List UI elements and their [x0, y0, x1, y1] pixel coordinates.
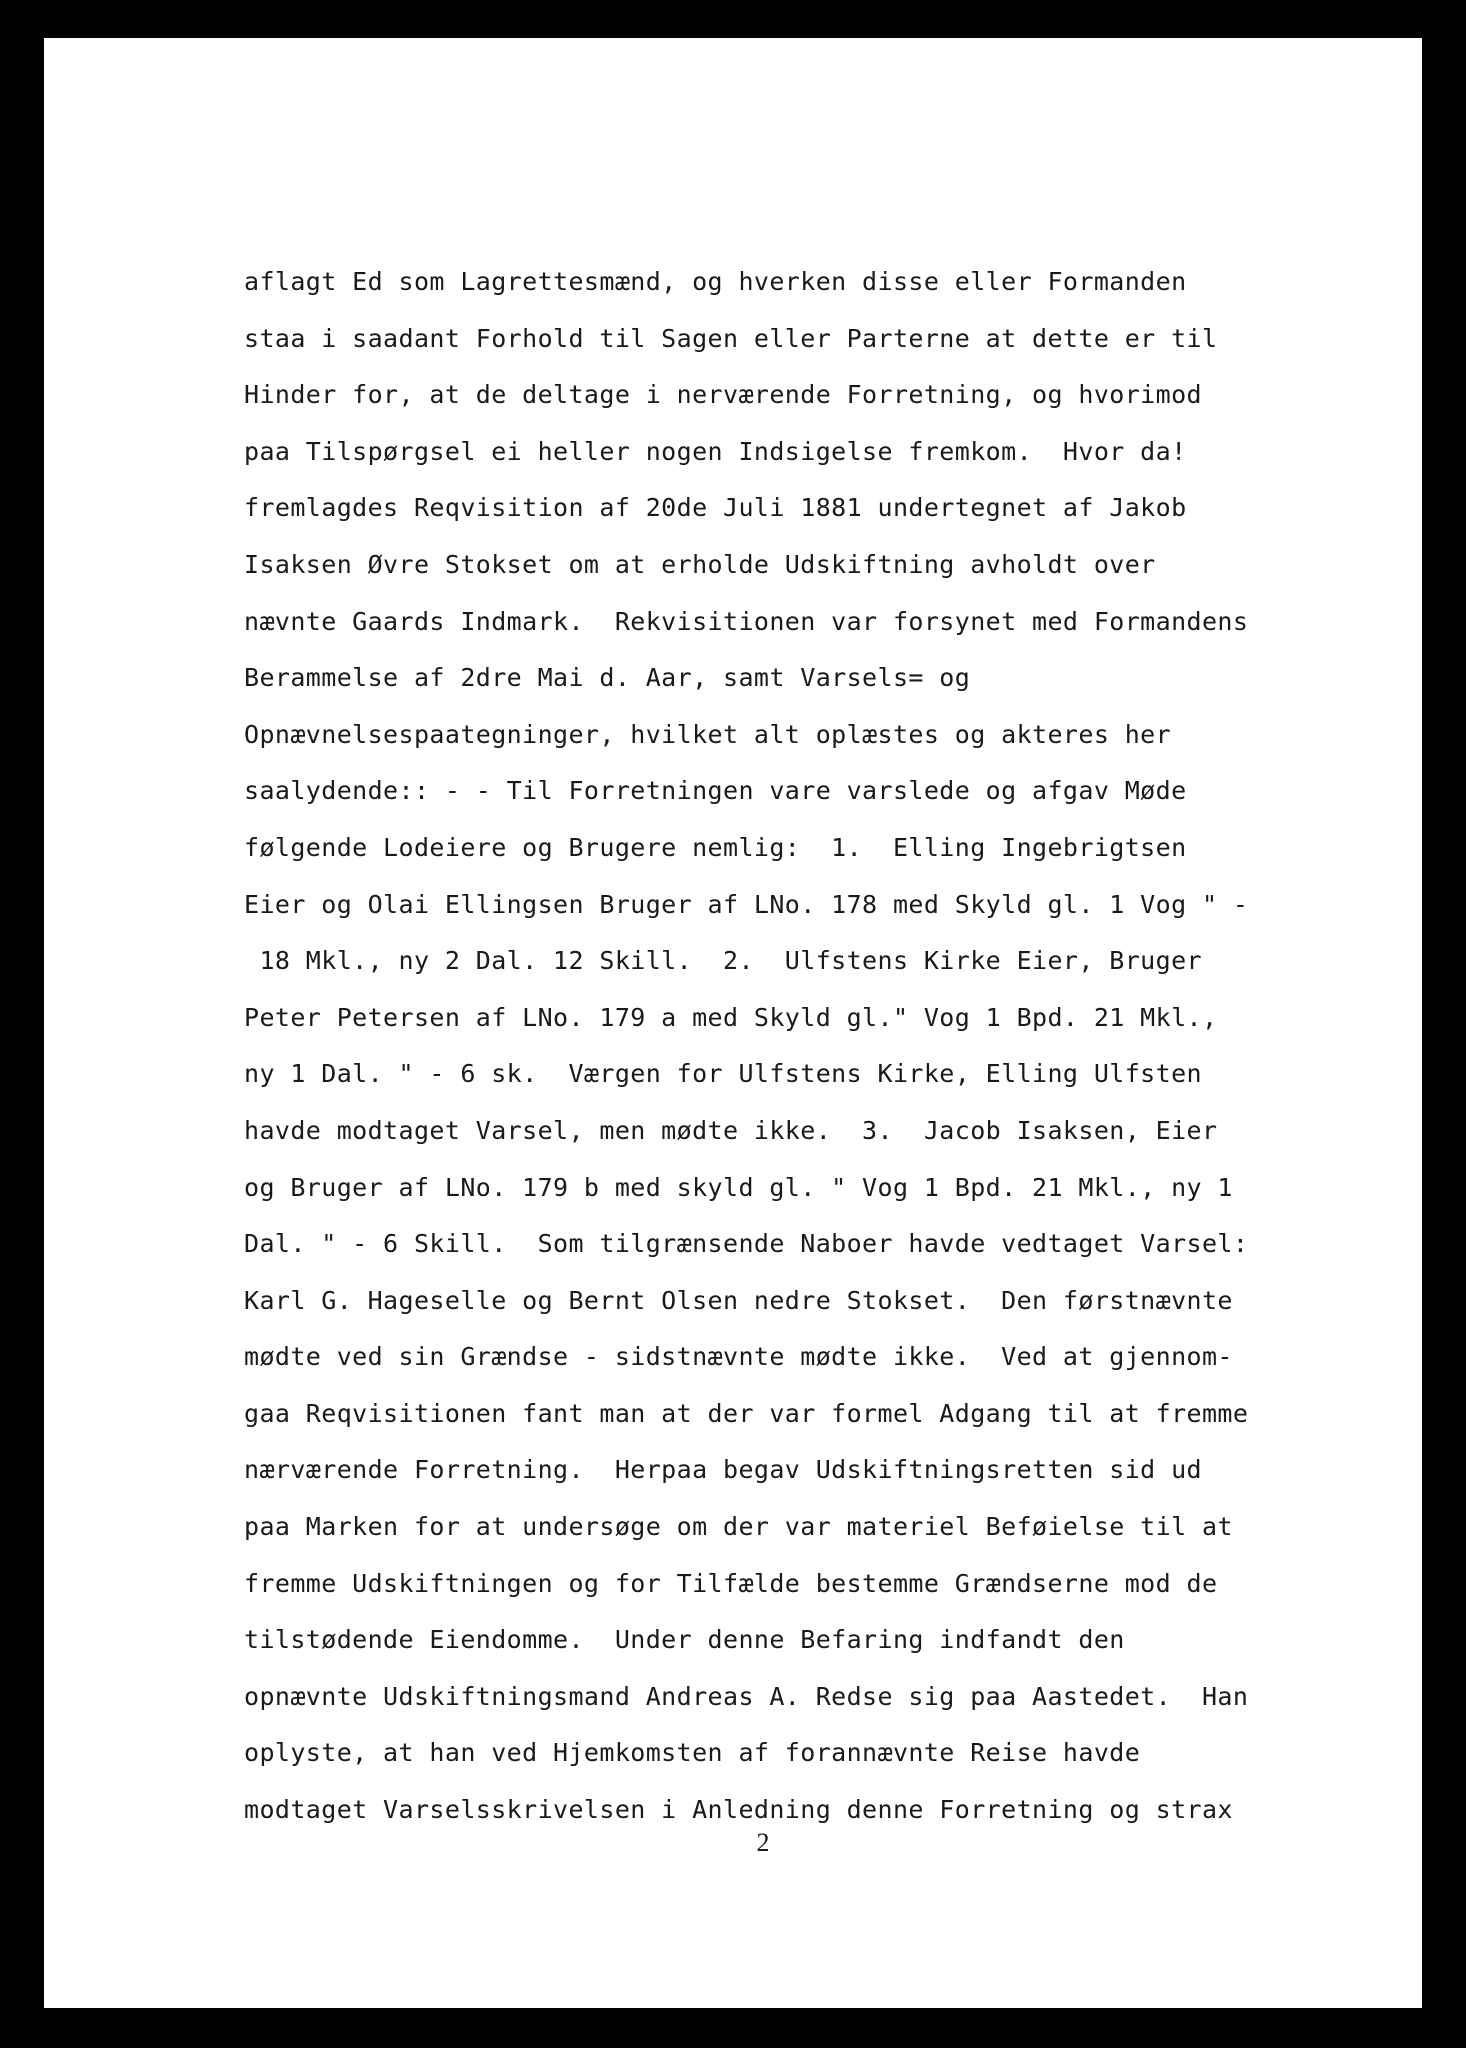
text-line: Isaksen Øvre Stokset om at erholde Udskiftning avholdt over — [244, 549, 1156, 579]
text-line: havde modtaget Varsel, men mødte ikke. 3. Jacob Isaksen, Eier — [244, 1115, 1218, 1145]
text-line: Berammelse af 2dre Mai d. Aar, samt Varsels= og — [244, 663, 971, 693]
text-line: og Bruger af LNo. 179 b med skyld gl. " Vog 1 Bpd. 21 Mkl., ny 1 — [244, 1172, 1233, 1202]
text-line: følgende Lodeiere og Brugere nemlig: 1. Elling Ingebrigtsen — [244, 832, 1187, 862]
text-line: ny 1 Dal. " - 6 sk. Værgen for Ulfstens Kirke, Elling Ulfsten — [244, 1059, 1202, 1089]
text-line: staa i saadant Forhold til Sagen eller Parterne at dette er til — [244, 323, 1218, 353]
text-line: aflagt Ed som Lagrettesmænd, og hverken disse eller Formanden — [244, 267, 1187, 296]
text-line: gaa Reqvisitionen fant man at der var formel Adgang til at fremme — [244, 1398, 1249, 1428]
text-line: Eier og Olai Ellingsen Bruger af LNo. 178 med Skyld gl. 1 Vog " - — [244, 889, 1249, 919]
document-page — [44, 38, 1422, 2008]
text-line: Opnævnelsespaategninger, hvilket alt oplæstes og akteres her — [244, 719, 1172, 749]
text-line: opnævnte Udskiftningsmand Andreas A. Redse sig paa Aastedet. Han — [244, 1681, 1249, 1711]
text-line: 18 Mkl., ny 2 Dal. 12 Skill. 2. Ulfstens Kirke Eier, Bruger — [244, 946, 1202, 976]
page-number: 2 — [756, 1828, 770, 1857]
text-line: nærværende Forretning. Herpaa begav Udskiftningsretten sid ud — [244, 1455, 1202, 1485]
text-line: nævnte Gaards Indmark. Rekvisitionen var forsynet med Formandens — [244, 606, 1249, 636]
text-line: mødte ved sin Grændse - sidstnævnte mødte ikke. Ved at gjennom- — [244, 1342, 1233, 1372]
text-line: paa Marken for at undersøge om der var materiel Beføielse til at — [244, 1512, 1233, 1542]
text-line: modtaget Varselsskrivelsen i Anledning denne Forretning og strax — [244, 1795, 1233, 1825]
text-line: Peter Petersen af LNo. 179 a med Skyld gl." Vog 1 Bpd. 21 Mkl., — [244, 1002, 1218, 1032]
text-line: saalydende:: - - Til Forretningen vare varslede og afgav Møde — [244, 776, 1187, 806]
document-body — [244, 254, 1384, 1839]
text-line: paa Tilspørgsel ei heller nogen Indsigelse fremkom. Hvor da! — [244, 436, 1187, 466]
text-line: fremlagdes Reqvisition af 20de Juli 1881 undertegnet af Jakob — [244, 493, 1187, 523]
text-line: tilstødende Eiendomme. Under denne Befaring indfandt den — [244, 1625, 1125, 1655]
text-line: Hinder for, at de deltage i nerværende Forretning, og hvorimod — [244, 380, 1202, 410]
text-line: Karl G. Hageselle og Bernt Olsen nedre Stokset. Den førstnævnte — [244, 1285, 1233, 1315]
text-line: oplyste, at han ved Hjemkomsten af forannævnte Reise havde — [244, 1738, 1141, 1768]
text-line: fremme Udskiftningen og for Tilfælde bestemme Grændserne mod de — [244, 1568, 1218, 1598]
text-line: Dal. " - 6 Skill. Som tilgrænsende Naboer havde vedtaget Varsel: — [244, 1229, 1249, 1259]
